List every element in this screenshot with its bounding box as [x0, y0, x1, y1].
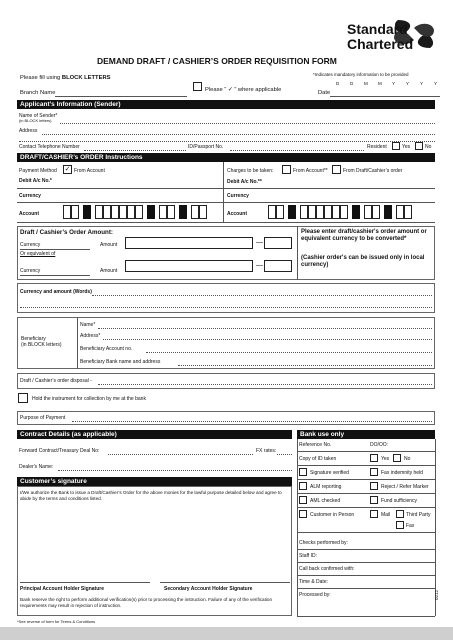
aml-label: AML checked: [310, 498, 341, 504]
amount-field-2b[interactable]: [264, 260, 292, 272]
account-boxes-right[interactable]: [268, 205, 426, 219]
acct-separator: [352, 205, 360, 219]
forward-contract-field[interactable]: [108, 454, 253, 455]
words-section: [17, 283, 435, 313]
acct-separator: [147, 205, 155, 219]
resident-no-checkbox[interactable]: [415, 142, 423, 150]
purpose-section: [17, 411, 435, 425]
words-field[interactable]: [92, 295, 432, 296]
amount-note-paren: (Cashier order's can be issued only in local currency): [301, 255, 425, 268]
principal-signature-line[interactable]: [20, 582, 150, 583]
instr-line-1: [17, 188, 435, 189]
amount-row1-line: [20, 249, 90, 250]
payment-method-label: Payment Method: [19, 168, 57, 174]
processed-by-label: Processed by:: [299, 592, 331, 598]
acct-box: [199, 205, 207, 219]
tick-instruction: Please “ ✓ ” where applicable: [205, 87, 282, 93]
time-date-label: Time & Date:: [299, 579, 328, 585]
date-fields[interactable]: [330, 81, 440, 89]
acct-separator: [384, 205, 392, 219]
copy-id-no-label: No: [404, 456, 411, 462]
from-account-label: From Account: [74, 168, 105, 174]
reject-checkbox[interactable]: [370, 482, 378, 490]
amount-field-2[interactable]: [125, 260, 253, 272]
secondary-signature-label: Secondary Account Holder Signature: [164, 586, 253, 592]
disposal-field[interactable]: [98, 384, 432, 385]
applicant-heading: Applicant’s Information (Sender): [17, 100, 435, 109]
acct-box: [308, 205, 316, 219]
date-underline: [330, 96, 440, 97]
account-label-right: Account: [227, 211, 247, 217]
resident-label: Resident: [367, 144, 387, 150]
acct-box: [63, 205, 71, 219]
acct-separator: [288, 205, 296, 219]
bank-use-left-border: [297, 439, 298, 616]
bank-line: [297, 575, 435, 576]
acct-box: [119, 205, 127, 219]
amount-amount-label: Amount: [100, 242, 118, 248]
acct-box: [340, 205, 348, 219]
forward-contract-label: Forward Contract/Treasury Deal No:: [19, 448, 100, 454]
acct-box: [276, 205, 284, 219]
beneficiary-address-field[interactable]: [103, 339, 432, 340]
contract-heading: Contract Details (as applicable): [17, 430, 292, 439]
beneficiary-account-label: Beneficiary Account no.: [80, 346, 133, 352]
bank-line: [297, 507, 435, 508]
instr-line-2: [17, 202, 435, 203]
charges-from-account-label: From Account**: [293, 168, 328, 174]
instr-divider: [223, 162, 224, 222]
words-label: Currency and amount (Words): [20, 289, 92, 295]
amount-amount2-label: Amount: [100, 268, 118, 274]
id-passport-label: ID/Passport No.: [188, 144, 224, 150]
acct-box: [167, 205, 175, 219]
amount-divider: [297, 226, 298, 280]
form-code: 0212: [434, 589, 439, 600]
debit-ac-label: Debit A/c No.*: [19, 178, 52, 184]
bank-line: [297, 451, 435, 452]
copy-id-yes-checkbox[interactable]: [370, 454, 378, 462]
beneficiary-name-field[interactable]: [98, 328, 432, 329]
bank-line: [297, 532, 435, 533]
mail-label: Mail: [381, 512, 391, 518]
amount-heading: Draft / Cashier’s Order Amount:: [20, 229, 113, 236]
resident-yes-label: Yes: [402, 144, 411, 150]
amount-field-1[interactable]: [125, 237, 253, 249]
block-letters-note: [20, 75, 111, 81]
fax-label: Fax: [406, 523, 415, 529]
acct-box: [127, 205, 135, 219]
currency-label-right: Currency: [227, 193, 249, 199]
amount-currency-label: Currency: [20, 242, 41, 248]
bank-line: [297, 493, 435, 494]
acct-box: [300, 205, 308, 219]
amount-note-bold: Please enter draft/cashier's order amount or equivalent currency to be converted*: [301, 229, 427, 242]
customer-label: Customer in Person: [310, 512, 355, 518]
sender-name-field[interactable]: [60, 123, 435, 124]
third-party-checkbox[interactable]: [396, 510, 404, 518]
acct-box: [396, 205, 404, 219]
beneficiary-bank-field[interactable]: [178, 365, 432, 366]
terms-footnote: *See reverse of form for Terms & Conditions: [17, 619, 96, 624]
copy-id-label: Copy of ID taken: [299, 456, 337, 462]
purpose-field[interactable]: [72, 421, 432, 422]
secondary-signature-line[interactable]: [160, 582, 290, 583]
beneficiary-label: Beneficiary: [21, 336, 46, 342]
sig-verified-checkbox[interactable]: [299, 468, 307, 476]
acct-box: [324, 205, 332, 219]
charges-label: Charges to be taken:: [227, 168, 274, 174]
or-equivalent-label: Or equivalent of: [20, 251, 56, 257]
words-field-line2[interactable]: [20, 307, 432, 308]
branch-name-label: Branch Name: [20, 90, 56, 96]
bank-line: [297, 616, 435, 617]
account-boxes-left[interactable]: [63, 205, 221, 219]
currency-label-left: Currency: [19, 193, 41, 199]
dealer-name-label: Dealer's Name:: [19, 464, 54, 470]
address-label: Address: [19, 128, 38, 134]
debit-ac-right-label: Debit A/c No.**: [227, 179, 262, 185]
form-title: DEMAND DRAFT / CASHIER’S ORDER REQUISITION FORM: [97, 56, 337, 66]
bank-name-line2: Chartered: [347, 36, 414, 52]
mandatory-note: *Indicates mandatory information to be provided: [313, 72, 409, 77]
from-account-checkbox[interactable]: ✓: [64, 166, 71, 173]
beneficiary-sub: (in BLOCK letters): [21, 342, 62, 348]
account-label-left: Account: [19, 211, 39, 217]
acct-box: [316, 205, 324, 219]
copy-id-yes-label: Yes: [381, 456, 390, 462]
hold-instrument-label: Hold the instrument for collection by me at the bank: [32, 396, 146, 402]
beneficiary-bank-label: Beneficiary Bank name and address: [80, 359, 161, 365]
date-box-y2: Y: [406, 81, 410, 86]
address-field[interactable]: [42, 134, 435, 135]
phone-label: Contact Telephone Number: [19, 144, 80, 150]
signature-authorization-text: I/We authorize the Bank to issue a Draft/Cashier’s Order for the above monies for the lawful purpose detailed below and agree to abide by the terms and conditions listed.: [20, 490, 282, 501]
amount-row2-line: [20, 275, 90, 276]
tick-example-box: [193, 82, 202, 91]
block-letters-prefix: Please fill using: [20, 75, 62, 81]
bank-line: [297, 479, 435, 480]
acct-box: [95, 205, 103, 219]
resident-yes-checkbox[interactable]: [392, 142, 400, 150]
amount-dash-2: —: [256, 262, 263, 269]
fax-indemnity-checkbox[interactable]: [370, 468, 378, 476]
bank-use-heading: Bank use only: [297, 430, 435, 439]
date-box-y3: Y: [420, 81, 424, 86]
alm-label: ALM reporting: [310, 484, 342, 490]
reference-no-label: Reference No.: [299, 442, 332, 448]
principal-signature-label: Principal Account Holder Signature: [20, 586, 104, 592]
date-box-y1: Y: [392, 81, 396, 86]
bank-line: [297, 465, 435, 466]
charges-from-draft-label: From Draft/Cashier’s order: [343, 168, 403, 174]
instructions-heading: DRAFT/CASHIER’s ORDER Instructions: [17, 153, 435, 162]
acct-box: [111, 205, 119, 219]
acct-box: [71, 205, 79, 219]
amount-dash-1: —: [256, 239, 263, 246]
date-box-y4: Y: [434, 81, 438, 86]
dealer-name-field[interactable]: [58, 470, 292, 471]
block-letters-bold: BLOCK LETTERS: [61, 75, 111, 81]
acct-box: [332, 205, 340, 219]
fund-label: Fund sufficiency: [381, 498, 418, 504]
sender-name-sub: (in BLOCK letters): [19, 118, 52, 123]
branch-name-field[interactable]: [55, 96, 187, 97]
checks-label: Checks performed by:: [299, 540, 348, 546]
acct-box: [135, 205, 143, 219]
reject-label: Reject / Refer Marker: [381, 484, 429, 490]
bank-line: [297, 549, 435, 550]
acct-box: [159, 205, 167, 219]
date-box-m1: M: [364, 81, 368, 86]
aml-checkbox[interactable]: [299, 496, 307, 504]
customer-checkbox[interactable]: [299, 510, 307, 518]
address-field-line2[interactable]: [19, 141, 435, 142]
sig-verified-label: Signature verified: [310, 470, 349, 476]
fax-checkbox[interactable]: [396, 521, 404, 529]
instr-bottom-line: [17, 222, 435, 223]
fx-rates-field[interactable]: [277, 454, 292, 455]
fax-indemnity-label: Fax indemnity held: [381, 470, 423, 476]
date-label: Date: [318, 90, 331, 96]
beneficiary-divider: [77, 317, 78, 369]
purpose-label: Purpose of Payment: [20, 415, 66, 421]
beneficiary-address-label: Address*: [80, 333, 101, 339]
mail-checkbox[interactable]: [370, 510, 378, 518]
amount-field-1b[interactable]: [264, 237, 292, 249]
signature-heading: Customer’s signature: [17, 477, 292, 486]
amount-currency2-label: Currency: [20, 268, 41, 274]
beneficiary-account-field[interactable]: [146, 352, 432, 353]
footer-bar: [0, 627, 453, 640]
disposal-label: Draft / Cashier’s order disposal -: [20, 378, 92, 384]
acct-separator: [179, 205, 187, 219]
do-oo-label: DO/OO:: [370, 442, 389, 448]
bank-line: [297, 562, 435, 563]
sender-name-label: Name of Sender*: [19, 113, 58, 119]
acct-box: [103, 205, 111, 219]
beneficiary-name-label: Name*: [80, 322, 96, 328]
acct-box: [404, 205, 412, 219]
hold-instrument-checkbox[interactable]: [18, 393, 28, 403]
date-box-d1: D: [336, 81, 340, 86]
bank-name-line1: Standard: [347, 21, 408, 37]
staff-id-label: Staff ID:: [299, 553, 317, 559]
date-box-m2: M: [378, 81, 382, 86]
acct-box: [191, 205, 199, 219]
date-box-d2: D: [350, 81, 354, 86]
charges-from-draft-checkbox[interactable]: [332, 165, 341, 174]
acct-box: [364, 205, 372, 219]
bank-reserve-text: Bank reserve the right to perform additional verification(s) prior to processing the instruction. Failure of any of the verification requirements may result in rejection of instruction.: [20, 597, 273, 608]
callback-label: Call back confirmed with:: [299, 566, 355, 572]
acct-box: [372, 205, 380, 219]
copy-id-no-checkbox[interactable]: [393, 454, 401, 462]
fund-checkbox[interactable]: [370, 496, 378, 504]
alm-checkbox[interactable]: [299, 482, 307, 490]
charges-from-account-checkbox[interactable]: [282, 165, 291, 174]
id-passport-field[interactable]: [230, 150, 364, 151]
phone-field[interactable]: [84, 150, 186, 151]
third-party-label: Third Party: [406, 512, 431, 518]
acct-separator: [83, 205, 91, 219]
acct-box: [268, 205, 276, 219]
resident-no-label: No: [425, 144, 432, 150]
fx-rates-label: FX rates:: [256, 448, 277, 454]
bank-line: [297, 588, 435, 589]
